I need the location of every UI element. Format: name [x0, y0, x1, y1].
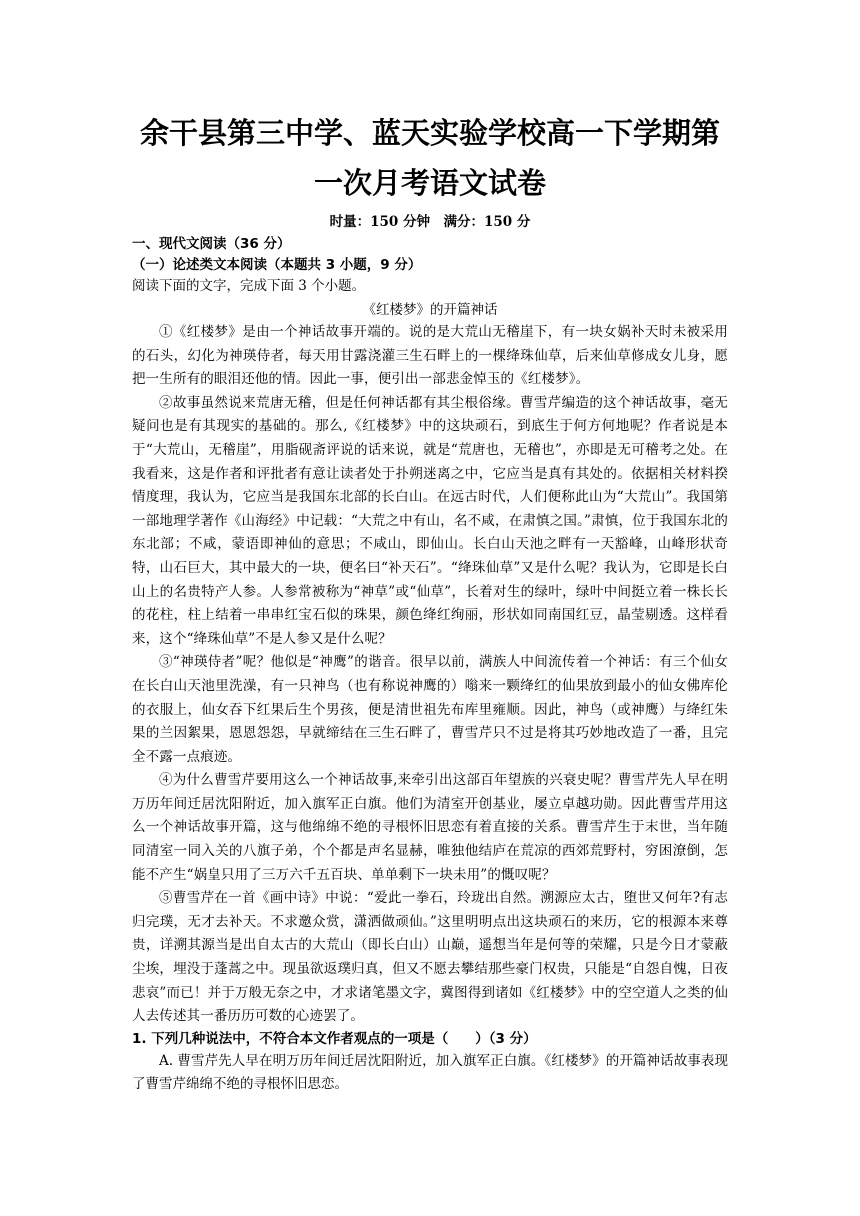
- exam-title: 余干县第三中学、蓝天实验学校高一下学期第一次月考语文试卷: [139, 116, 720, 200]
- instruction-text: 阅读下面的文字，完成下面 3 个小题。: [132, 278, 366, 294]
- part-heading: （一）论述类文本阅读（本题共 3 小题，9 分）: [132, 257, 422, 273]
- paragraph-2: ②故事虽然说来荒唐无稽，但是任何神话都有其尘根俗缘。曹雪芹编造的这个神话故事，毫无疑问也是有其现实的基础的。那么,《红楼梦》中的这块顽石，到底生于何方何地呢？作者说是本于“大荒山，无稽崖”，用脂砚斋评说的话来说，就是“荒唐也，无稽也”，亦即是无可稽考之处。在我看来，这是作者和评批者有意让读者处于扑朔迷离之中，它应当是真有其处的。依据相关材料揆情度理，我认为，它应当是我国东北部的长白山。在远古时代，人们便称此山为“大荒山”。我国第一部地理学著作《山海经》中记载：“大荒之中有山，名不咸，在肃慎之国。”肃慎，位于我国东北的东北部；不咸，蒙语即神仙的意思；不咸山，即仙山。长白山天池之畔有一天豁峰，山峰形状奇特，山石巨大，其中最大的一块，便名曰“补天石”。“绛珠仙草”又是什么呢？我认为，它即是长白山上的名贵特产人参。人参常被称为“神草”或“仙草”，长着对生的绿叶，绿叶中间挺立着一株长长的花柱，柱上结着一串串红宝石似的珠果，颜色绛红绚丽，形状如同南国红豆，晶莹剔透。这样看来，这个“绛珠仙草”不是人参又是什么呢？: [132, 394, 728, 647]
- paragraph-5: ⑤曹雪芹在一首《画中诗》中说：“爱此一拳石，玲珑出自然。溯源应太古，堕世又何年?有志归完璞，无才去补天。不求邀众赏，潇洒做顽仙。”这里明明点出这块顽石的来历，它的根源本来尊贵，详溯其源当是出自太古的大荒山（即长白山）山巅，遥想当年是何等的荣耀，只是今日才蒙蔽尘埃，埋没于蓬蒿之中。现虽欲返璞归真，但又不愿去攀结那些豪门权贵，只能是“自怨自愧，日夜悲哀”而已！并于万般无奈之中，才求诸笔墨文字，冀图得到诸如《红楼梦》中的空空道人之类的仙人去传述其一番历历可数的心迹罢了。: [132, 890, 728, 1025]
- article-title: 《红楼梦》的开篇神话: [362, 302, 498, 318]
- question-1-option-a: A. 曹雪芹先人早在明万历年间迁居沈阳附近，加入旗军正白旗。《红楼梦》的开篇神话故事表现了曹雪芹绵绵不绝的寻根怀旧思恋。: [132, 1052, 728, 1093]
- exam-meta: 时量：150 分钟 满分：150 分: [329, 214, 531, 230]
- paragraph-3: ③“神瑛侍者”呢？他似是“神鹰”的谐音。很早以前，满族人中间流传着一个神话：有三个仙女在长白山天池里洗澡，有一只神鸟（也有称说神鹰的）嗡来一颗绛红的仙果放到最小的仙女佛库伦的衣服上，仙女吞下红果后生个男孩，便是清世祖先布库里雍顺。因此，神鸟（或神鹰）与绛红朱果的兰因絮果，恩恩怨怨，早就缔结在三生石畔了，曹雪芹只不过是将其巧妙地改造了一番，且完全不露一点痕迹。: [132, 654, 728, 765]
- section-heading: 一、现代文阅读（36 分）: [132, 236, 291, 252]
- paragraph-4: ④为什么曹雪芹要用这么一个神话故事,来牵引出这部百年望族的兴衰史呢？曹雪芹先人早在明万历年间迁居沈阳附近，加入旗军正白旗。他们为清室开创基业，屡立卓越功勋。因此曹雪芹用这么一个神话故事开篇，这与他绵绵不绝的寻根怀旧思恋有着直接的关系。曹雪芹生于末世，当年随同清室一同入关的八旗子弟，个个都是声名显赫，唯独他结庐在荒凉的西郊荒野村，穷困潦倒，怎能不产生“娲皇只用了三万六千五百块、单单剩下一块未用”的慨叹呢？: [132, 772, 728, 883]
- paragraph-1: ①《红楼梦》是由一个神话故事开端的。说的是大荒山无稽崖下，有一块女娲补天时未被采用的石头，幻化为神瑛侍者，每天用甘露浇灌三生石畔上的一棵绛珠仙草，后来仙草修成女儿身，愿把一生所有的眼泪还他的情。因此一事，便引出一部悲金悼玉的《红楼梦》。: [132, 324, 728, 388]
- question-1-stem: 1. 下列几种说法中，不符合本文作者观点的一项是（ ）（3 分）: [132, 1030, 537, 1047]
